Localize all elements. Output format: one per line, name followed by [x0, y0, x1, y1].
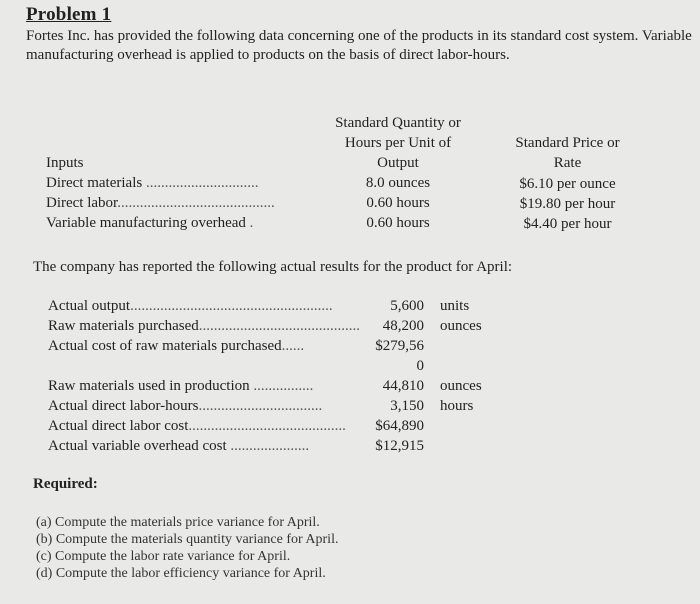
- leader-dots: ..........................................: [188, 418, 346, 434]
- leader-dots: .................................: [198, 398, 323, 414]
- actual-output-value: 5,600: [390, 298, 424, 314]
- std-row-overhead-qty: 0.60 hours: [366, 215, 430, 231]
- raw-purchased-label: Raw materials purchased: [48, 318, 199, 334]
- problem-title: Problem 1: [26, 4, 112, 25]
- std-qty-header-line3: Output: [377, 155, 419, 171]
- required-heading: Required:: [33, 476, 98, 492]
- required-item: (a) Compute the materials price variance for April.: [36, 515, 320, 530]
- leader-dots: .....................: [226, 438, 310, 454]
- actual-intro: The company has reported the following actual results for the product for April:: [33, 259, 513, 275]
- inputs-label: Inputs: [46, 155, 84, 171]
- leader-dots: ................: [249, 378, 314, 394]
- actual-row: [48, 336, 304, 356]
- actual-output-label: Actual output: [48, 298, 131, 314]
- std-qty-header: [318, 113, 478, 173]
- overhead-cost-value: $12,915: [375, 438, 424, 454]
- raw-cost-value-continued: 0: [416, 358, 424, 374]
- std-price-header: [500, 133, 635, 173]
- raw-cost-value: $279,56: [375, 338, 424, 354]
- std-price-header-line1: Standard Price or: [515, 135, 620, 151]
- raw-used-label: Raw materials used in production: [48, 378, 250, 394]
- std-row-label: [46, 193, 275, 213]
- leader-dots: ..............................: [142, 175, 259, 191]
- std-row-overhead-price: $4.40 per hour: [523, 216, 612, 232]
- actual-row: [48, 396, 322, 416]
- actual-row: [48, 376, 313, 396]
- labor-hours-unit: hours: [440, 398, 474, 414]
- leader-dots: ......................................................: [130, 298, 333, 314]
- required-list: [36, 514, 338, 582]
- required-item: (d) Compute the labor efficiency variance for April.: [36, 566, 326, 581]
- actual-output-unit: units: [440, 298, 470, 314]
- std-row-labor-price: $19.80 per hour: [519, 196, 616, 212]
- leader-dots: ..........................................: [117, 195, 275, 211]
- labor-cost-label: Actual direct labor cost: [48, 418, 189, 434]
- overhead-cost-label: Actual variable overhead cost: [48, 438, 227, 454]
- leader-dots: ...........................................: [198, 318, 361, 334]
- std-row-labor-qty: 0.60 hours: [366, 195, 430, 211]
- std-row-overhead-label: Variable manufacturing overhead: [46, 215, 246, 231]
- problem-intro: Fortes Inc. has provided the following data concerning one of the products in its standard cost system. Variable manufacturing overhead is applied to products on the basis of direct labor-hours.: [26, 28, 692, 63]
- actual-row: [48, 296, 333, 316]
- raw-cost-label: Actual cost of raw materials purchased: [48, 338, 282, 354]
- std-row-label: [46, 213, 253, 233]
- std-row-labor-label: Direct labor: [46, 195, 118, 211]
- raw-purchased-value: 48,200: [382, 318, 424, 334]
- required-item: (c) Compute the labor rate variance for April.: [36, 549, 291, 564]
- std-qty-header-line2: Hours per Unit of: [344, 135, 452, 151]
- std-price-header-line2: Rate: [553, 155, 582, 171]
- raw-used-value: 44,810: [382, 378, 424, 394]
- std-row-materials-price: $6.10 per ounce: [519, 176, 616, 192]
- leader-dots: ......: [281, 338, 305, 354]
- actual-row: [48, 316, 360, 336]
- raw-purchased-unit: ounces: [440, 318, 482, 334]
- actual-row: [48, 436, 309, 456]
- raw-used-unit: ounces: [440, 378, 482, 394]
- labor-hours-label: Actual direct labor-hours: [48, 398, 199, 414]
- leader-dots: .: [245, 215, 254, 231]
- labor-hours-value: 3,150: [390, 398, 424, 414]
- std-row-materials-qty: 8.0 ounces: [365, 175, 431, 191]
- std-row-label: [46, 173, 258, 193]
- actual-row: [48, 416, 346, 436]
- std-qty-header-line1: Standard Quantity or: [335, 115, 461, 131]
- required-item: (b) Compute the materials quantity variance for April.: [36, 532, 339, 547]
- labor-cost-value: $64,890: [375, 418, 424, 434]
- std-row-materials-label: Direct materials: [46, 175, 143, 191]
